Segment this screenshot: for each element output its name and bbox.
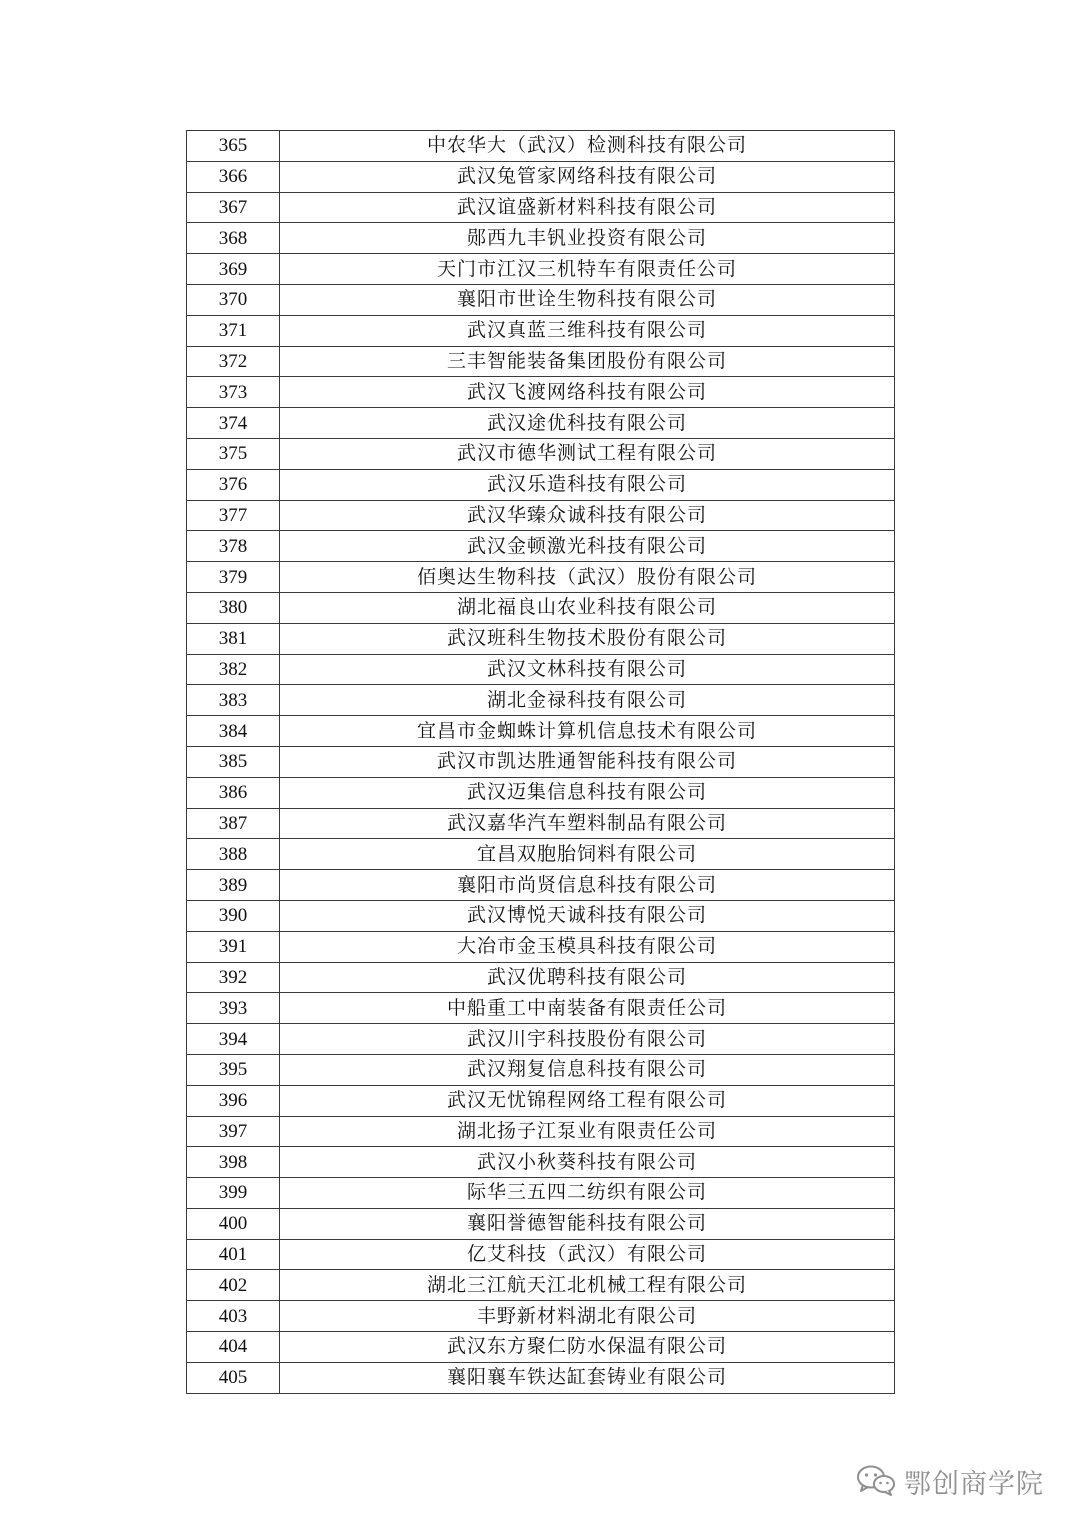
row-number: 382	[187, 654, 280, 685]
company-name: 佰奥达生物科技（武汉）股份有限公司	[280, 562, 895, 593]
company-list-table	[186, 130, 895, 1394]
company-name: 襄阳市尚贤信息科技有限公司	[280, 870, 895, 901]
company-name: 武汉谊盛新材料科技有限公司	[280, 192, 895, 223]
row-number: 380	[187, 592, 280, 623]
table-row	[187, 1024, 895, 1055]
table-row	[187, 1362, 895, 1393]
company-name: 武汉市德华测试工程有限公司	[280, 438, 895, 469]
row-number: 396	[187, 1085, 280, 1116]
company-name: 武汉翔复信息科技有限公司	[280, 1054, 895, 1085]
company-name: 天门市江汉三机特车有限责任公司	[280, 254, 895, 285]
row-number: 373	[187, 377, 280, 408]
company-name: 湖北福良山农业科技有限公司	[280, 592, 895, 623]
company-name: 中农华大（武汉）检测科技有限公司	[280, 131, 895, 162]
row-number: 391	[187, 931, 280, 962]
table-row	[187, 1208, 895, 1239]
table-row	[187, 592, 895, 623]
table-row	[187, 746, 895, 777]
row-number: 399	[187, 1178, 280, 1209]
table-row	[187, 777, 895, 808]
table-row	[187, 1332, 895, 1363]
row-number: 394	[187, 1024, 280, 1055]
company-name: 武汉东方聚仁防水保温有限公司	[280, 1332, 895, 1363]
row-number: 388	[187, 839, 280, 870]
company-name: 亿艾科技（武汉）有限公司	[280, 1239, 895, 1270]
company-name: 武汉嘉华汽车塑料制品有限公司	[280, 808, 895, 839]
row-number: 397	[187, 1116, 280, 1147]
table-row	[187, 377, 895, 408]
company-name: 湖北金禄科技有限公司	[280, 685, 895, 716]
company-name: 大冶市金玉模具科技有限公司	[280, 931, 895, 962]
table-row	[187, 1085, 895, 1116]
table-row	[187, 1116, 895, 1147]
row-number: 395	[187, 1054, 280, 1085]
table-row	[187, 161, 895, 192]
company-name: 襄阳誉德智能科技有限公司	[280, 1208, 895, 1239]
table-row	[187, 1054, 895, 1085]
row-number: 375	[187, 438, 280, 469]
wechat-icon	[856, 1464, 896, 1500]
row-number: 383	[187, 685, 280, 716]
company-name: 湖北三江航天江北机械工程有限公司	[280, 1270, 895, 1301]
table-row	[187, 962, 895, 993]
row-number: 389	[187, 870, 280, 901]
table-row	[187, 808, 895, 839]
company-name: 武汉市凯达胜通智能科技有限公司	[280, 746, 895, 777]
row-number: 369	[187, 254, 280, 285]
table-row	[187, 562, 895, 593]
company-name: 武汉川宇科技股份有限公司	[280, 1024, 895, 1055]
company-name: 武汉班科生物技术股份有限公司	[280, 623, 895, 654]
row-number: 401	[187, 1239, 280, 1270]
table-row	[187, 315, 895, 346]
row-number: 403	[187, 1301, 280, 1332]
table-row	[187, 192, 895, 223]
company-name: 武汉华臻众诚科技有限公司	[280, 500, 895, 531]
company-name: 中船重工中南装备有限责任公司	[280, 993, 895, 1024]
company-name: 武汉文林科技有限公司	[280, 654, 895, 685]
table-row	[187, 1178, 895, 1209]
company-name: 襄阳市世诠生物科技有限公司	[280, 284, 895, 315]
company-name: 武汉博悦天诚科技有限公司	[280, 900, 895, 931]
table-row	[187, 685, 895, 716]
row-number: 372	[187, 346, 280, 377]
watermark-text: 鄂创商学院	[904, 1469, 1044, 1500]
row-number: 371	[187, 315, 280, 346]
company-list-body	[187, 131, 895, 1394]
company-name: 郧西九丰钒业投资有限公司	[280, 223, 895, 254]
row-number: 384	[187, 716, 280, 747]
row-number: 405	[187, 1362, 280, 1393]
row-number: 368	[187, 223, 280, 254]
row-number: 378	[187, 531, 280, 562]
table-row	[187, 623, 895, 654]
company-name: 武汉途优科技有限公司	[280, 408, 895, 439]
table-row	[187, 900, 895, 931]
company-name: 宜昌市金蜘蛛计算机信息技术有限公司	[280, 716, 895, 747]
table-row	[187, 1239, 895, 1270]
row-number: 402	[187, 1270, 280, 1301]
table-row	[187, 223, 895, 254]
table-row	[187, 408, 895, 439]
table-row	[187, 1270, 895, 1301]
table-row	[187, 531, 895, 562]
company-name: 武汉小秋葵科技有限公司	[280, 1147, 895, 1178]
table-row	[187, 870, 895, 901]
table-row	[187, 131, 895, 162]
company-name: 武汉无忧锦程网络工程有限公司	[280, 1085, 895, 1116]
company-name: 襄阳襄车铁达缸套铸业有限公司	[280, 1362, 895, 1393]
company-name: 三丰智能装备集团股份有限公司	[280, 346, 895, 377]
row-number: 393	[187, 993, 280, 1024]
row-number: 381	[187, 623, 280, 654]
company-name: 际华三五四二纺织有限公司	[280, 1178, 895, 1209]
company-name: 宜昌双胞胎饲料有限公司	[280, 839, 895, 870]
table-row	[187, 254, 895, 285]
row-number: 376	[187, 469, 280, 500]
table-row	[187, 1147, 895, 1178]
company-name: 武汉飞渡网络科技有限公司	[280, 377, 895, 408]
company-name: 武汉真蓝三维科技有限公司	[280, 315, 895, 346]
row-number: 404	[187, 1332, 280, 1363]
company-name: 武汉兔管家网络科技有限公司	[280, 161, 895, 192]
table-row	[187, 469, 895, 500]
table-row	[187, 654, 895, 685]
company-name: 丰野新材料湖北有限公司	[280, 1301, 895, 1332]
company-name: 武汉金顿激光科技有限公司	[280, 531, 895, 562]
row-number: 370	[187, 284, 280, 315]
row-number: 387	[187, 808, 280, 839]
watermark	[856, 1462, 1044, 1501]
table-row	[187, 438, 895, 469]
row-number: 365	[187, 131, 280, 162]
table-row	[187, 716, 895, 747]
company-name: 武汉迈集信息科技有限公司	[280, 777, 895, 808]
row-number: 385	[187, 746, 280, 777]
row-number: 400	[187, 1208, 280, 1239]
table-row	[187, 993, 895, 1024]
table-row	[187, 346, 895, 377]
row-number: 392	[187, 962, 280, 993]
company-name: 湖北扬子江泵业有限责任公司	[280, 1116, 895, 1147]
company-name: 武汉乐造科技有限公司	[280, 469, 895, 500]
row-number: 390	[187, 900, 280, 931]
row-number: 377	[187, 500, 280, 531]
row-number: 366	[187, 161, 280, 192]
row-number: 374	[187, 408, 280, 439]
row-number: 386	[187, 777, 280, 808]
table-row	[187, 839, 895, 870]
company-name: 武汉优聘科技有限公司	[280, 962, 895, 993]
table-row	[187, 931, 895, 962]
row-number: 379	[187, 562, 280, 593]
table-row	[187, 284, 895, 315]
row-number: 367	[187, 192, 280, 223]
table-row	[187, 1301, 895, 1332]
table-row	[187, 500, 895, 531]
row-number: 398	[187, 1147, 280, 1178]
